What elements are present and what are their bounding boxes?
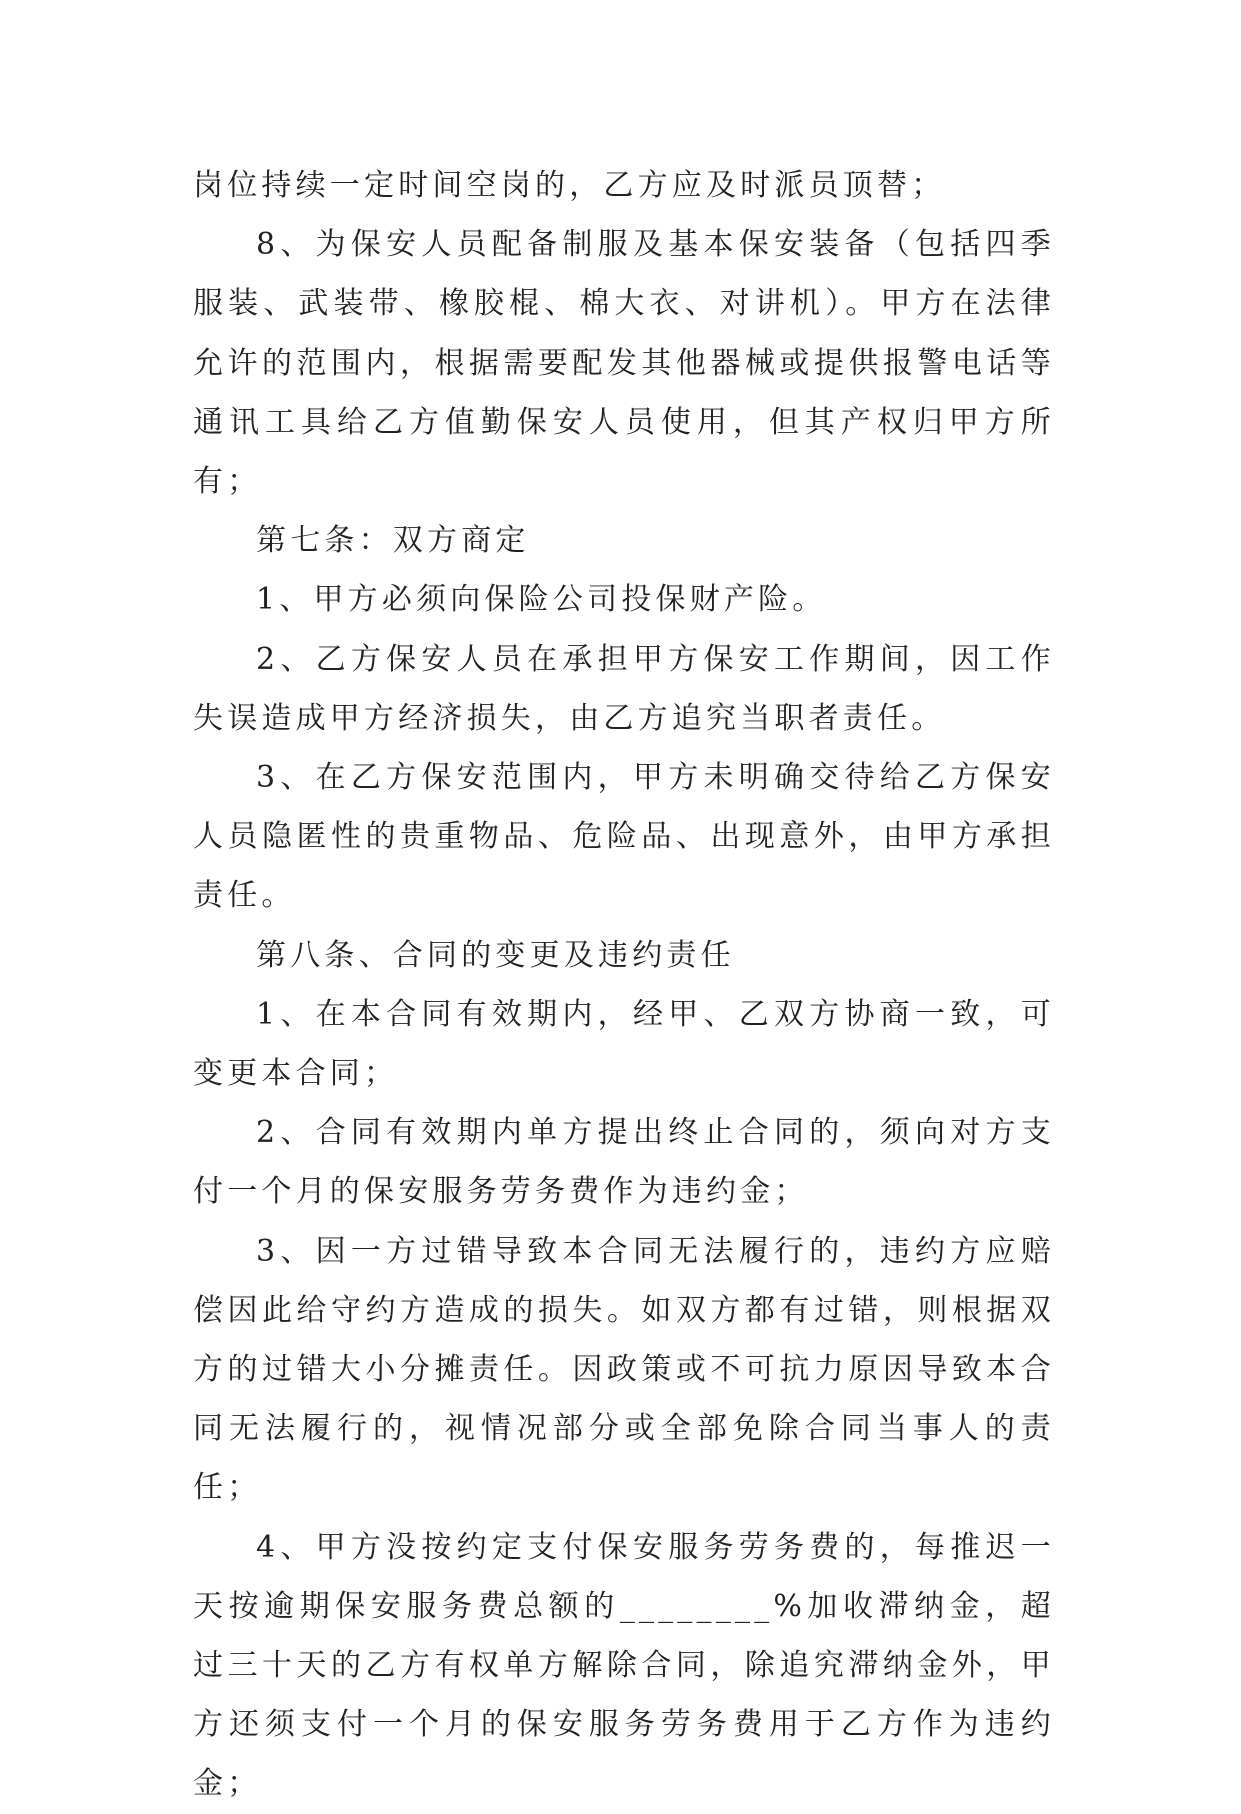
article-8-heading: 第八条、合同的变更及违约责任	[256, 937, 735, 973]
article-8-item-1: 1、在本合同有效期内，经甲、乙双方协商一致，可变更本合同；	[193, 996, 1055, 1092]
article-7-heading: 第七条：双方商定	[256, 523, 530, 559]
article-8-item-4: 4、甲方没按约定支付保安服务劳务费的，每推迟一天按逾期保安服务费总额的________%加收滞纳金，超过三十天的乙方有权单方解除合同，除追究滞纳金外，甲方还须支付一个月的保安服务劳务费用于乙方作为违约金；	[193, 1529, 1055, 1802]
article-7-item-2: 2、乙方保安人员在承担甲方保安工作期间，因工作失误造成甲方经济损失，由乙方追究当职者责任。	[193, 641, 1055, 736]
paragraph-continuation: 岗位持续一定时间空岗的，乙方应及时派员顶替；	[193, 168, 946, 203]
article-7-item-3: 3、在乙方保安范围内，甲方未明确交待给乙方保安人员隐匿性的贵重物品、危险品、出现意外，由甲方承担责任。	[193, 760, 1055, 914]
article-8-item-3: 3、因一方过错导致本合同无法履行的，违约方应赔偿因此给守约方造成的损失。如双方都有过错，则根据双方的过错大小分摊责任。因政策或不可抗力原因导致本合同无法履行的，视情况部分或全部免除合同当事人的责任；	[193, 1233, 1055, 1506]
paragraph-item-8: 8、为保安人员配备制服及基本保安装备（包括四季服装、武装带、橡胶棍、棉大衣、对讲机）。甲方在法律允许的范围内，根据需要配发其他器械或提供报警电话等通讯工具给乙方值勤保安人员使用，但其产权归甲方所有；	[193, 227, 1055, 500]
article-8-item-2: 2、合同有效期内单方提出终止合同的，须向对方支付一个月的保安服务劳务费作为违约金；	[193, 1115, 1055, 1210]
document-page	[193, 156, 1055, 1814]
article-7-item-1: 1、甲方必须向保险公司投保财产险。	[256, 582, 827, 618]
